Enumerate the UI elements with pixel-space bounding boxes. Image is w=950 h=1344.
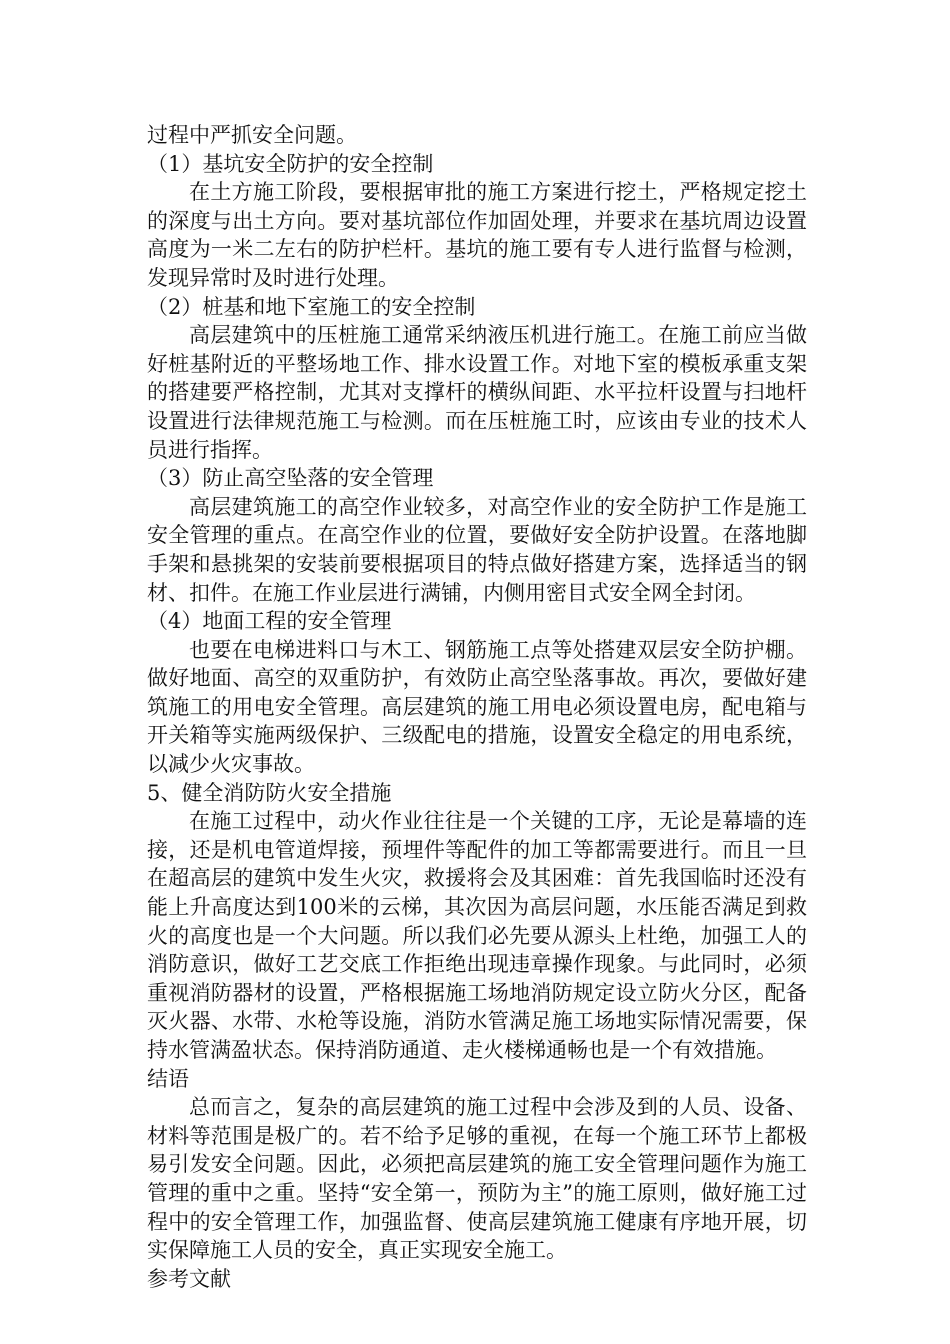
paragraph: 总而言之，复杂的高层建筑的施工过程中会涉及到的人员、设备、材料等范围是极广的。若不给予足够的重视，在每一个施工环节上都极易引发安全问题。因此，必须把高层建筑的施工安全管理问题作为施工管理的重中之重。坚持“安全第一，预防为主”的施工原则，做好施工过程中的安全管理工作，加强监督、使高层建筑施工健康有序地开展，切实保障施工人员的安全，真正实现安全施工。 <box>147 1095 807 1263</box>
paragraph: 高层建筑中的压桩施工通常采纳液压机进行施工。在施工前应当做好桩基附近的平整场地工作、排水设置工作。对地下室的模板承重支架的搭建要严格控制，尤其对支撑杆的横纵间距、水平拉杆设置与扫地杆设置进行法律规范施工与检测。而在压桩施工时，应该由专业的技术人员进行指挥。 <box>147 323 807 462</box>
paragraph: 在土方施工阶段，要根据审批的施工方案进行挖土，严格规定挖土的深度与出土方向。要对基坑部位作加固处理，并要求在基坑周边设置高度为一米二左右的防护栏杆。基坑的施工要有专人进行监督与检测，发现异常时及时进行处理。 <box>147 180 807 290</box>
paragraph: 也要在电梯进料口与木工、钢筋施工点等处搭建双层安全防护棚。做好地面、高空的双重防护，有效防止高空坠落事故。再次，要做好建筑施工的用电安全管理。高层建筑的施工用电必须设置电房，配电箱与开关箱等实施两级保护、三级配电的措施，设置安全稳定的用电系统，以减少火灾事故。 <box>147 637 807 777</box>
section-subheading: （2）桩基和地下室施工的安全控制 <box>147 294 476 319</box>
section-subheading: （1）基坑安全防护的安全控制 <box>147 151 434 176</box>
conclusion-heading: 结语 <box>147 1066 189 1091</box>
section-subheading: （3）防止高空坠落的安全管理 <box>147 466 434 491</box>
section-subheading: （4）地面工程的安全管理 <box>147 609 392 634</box>
references-heading: 参考文献 <box>147 1266 231 1291</box>
paragraph: 过程中严抓安全问题。 <box>147 123 357 147</box>
document-body <box>147 121 807 1293</box>
paragraph: 在施工过程中，动火作业往往是一个关键的工序，无论是幕墙的连接，还是机电管道焊接，预埋件等配件的加工等都需要进行。而且一旦在超高层的建筑中发生火灾，救援将会及其困难：首先我国临时还没有能上升高度达到100米的云梯，其次因为高层问题，水压能否满足到救火的高度也是一个大问题。所以我们必先要从源头上杜绝，加强工人的消防意识，做好工艺交底工作拒绝出现违章操作现象。与此同时，必须重视消防器材的设置，严格根据施工场地消防规定设立防火分区，配备灭火器、水带、水枪等设施，消防水管满足施工场地实际情况需要，保持水管满盈状态。保持消防通道、走火楼梯通畅也是一个有效措施。 <box>147 809 807 1062</box>
section-heading: 5、健全消防防火安全措施 <box>147 780 392 805</box>
paragraph: 高层建筑施工的高空作业较多，对高空作业的安全防护工作是施工安全管理的重点。在高空作业的位置，要做好安全防护设置。在落地脚手架和悬挑架的安装前要根据项目的特点做好搭建方案，选择适当的钢材、扣件。在施工作业层进行满铺，内侧用密目式安全网全封闭。 <box>147 494 807 605</box>
